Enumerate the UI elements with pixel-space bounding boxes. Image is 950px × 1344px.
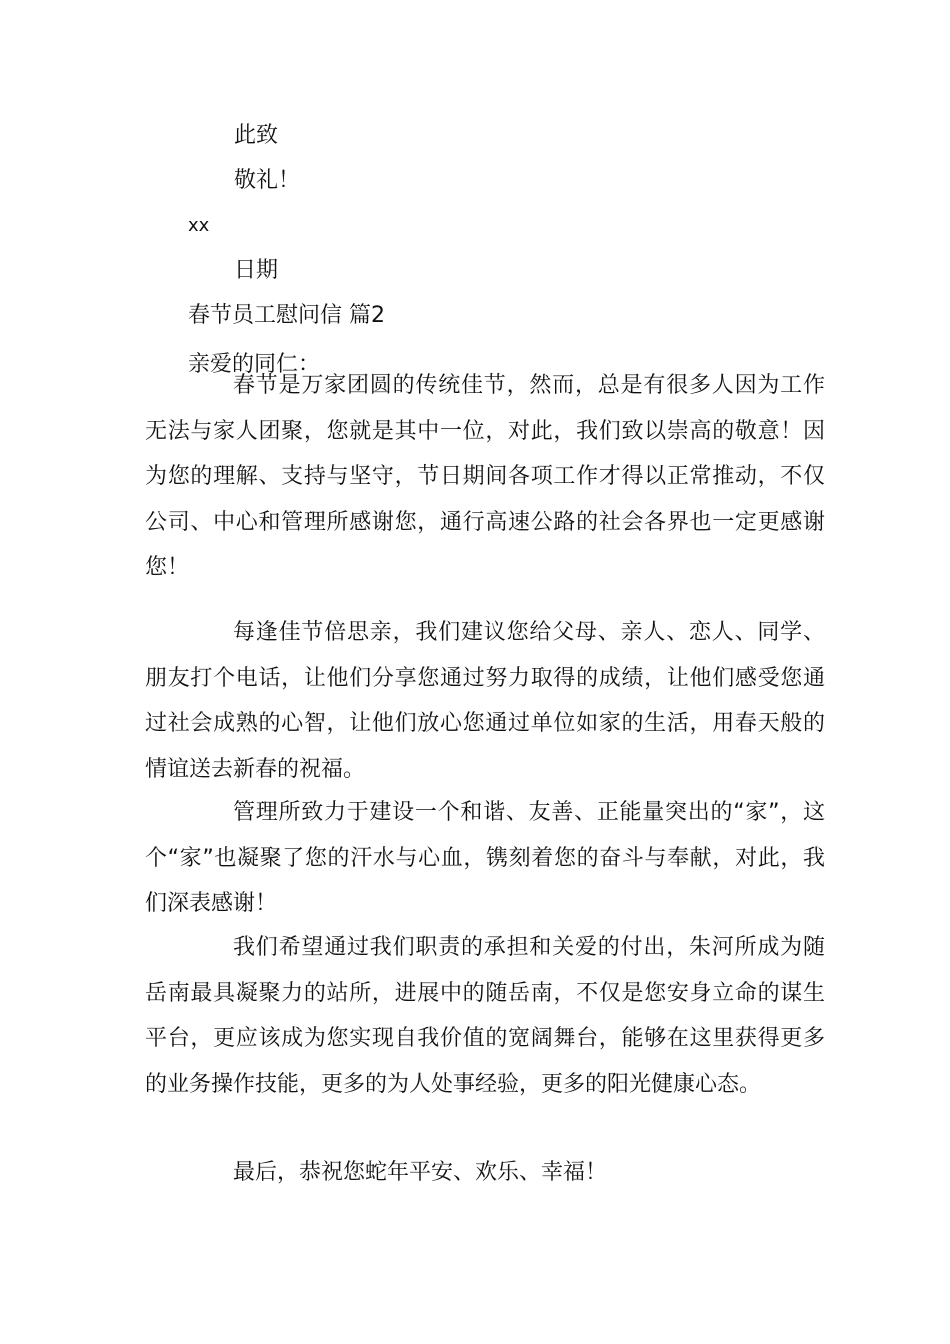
date-line: 日期 — [234, 258, 279, 283]
body-paragraph: 我们希望通过我们职责的承担和关爱的付出，朱河所成为随岳南最具凝聚力的站所，进展中的随岳南，不仅是您安身立命的谋生平台，更应该成为您实现自我价值的宽阔舞台，能够在这里获得更多的业务操作技能，更多的为人处事经验，更多的阳光健康心态。 — [145, 935, 825, 1097]
closing-respect: 敬礼！ — [234, 168, 301, 193]
closing-salute: 此致 — [234, 123, 279, 148]
greeting: 亲爱的同仁： — [188, 352, 321, 377]
body-paragraph: 最后，恭祝您蛇年平安、欢乐、幸福！ — [233, 1160, 608, 1185]
body-paragraph: 管理所致力于建设一个和谐、友善、正能量突出的“家”，这个“家”也凝聚了您的汗水与心血，镌刻着您的奋斗与奉献，对此，我们深表感谢！ — [145, 800, 825, 916]
body-paragraph: 每逢佳节倍思亲，我们建议您给父母、亲人、恋人、同学、朋友打个电话，让他们分享您通过努力取得的成绩，让他们感受您通过社会成熟的心智，让他们放心您通过单位如家的生活，用春天般的情谊送去新春的祝福。 — [145, 620, 825, 782]
section-title: 春节员工慰问信 篇2 — [188, 303, 385, 328]
body-paragraph: 春节是万家团圆的传统佳节，然而，总是有很多人因为工作无法与家人团聚，您就是其中一位，对此，我们致以崇高的敬意！因为您的理解、支持与坚守，节日期间各项工作才得以正常推动，不仅公司、中心和管理所感谢您，通行高速公路的社会各界也一定更感谢您！ — [145, 373, 825, 580]
signature: xx — [188, 215, 210, 236]
